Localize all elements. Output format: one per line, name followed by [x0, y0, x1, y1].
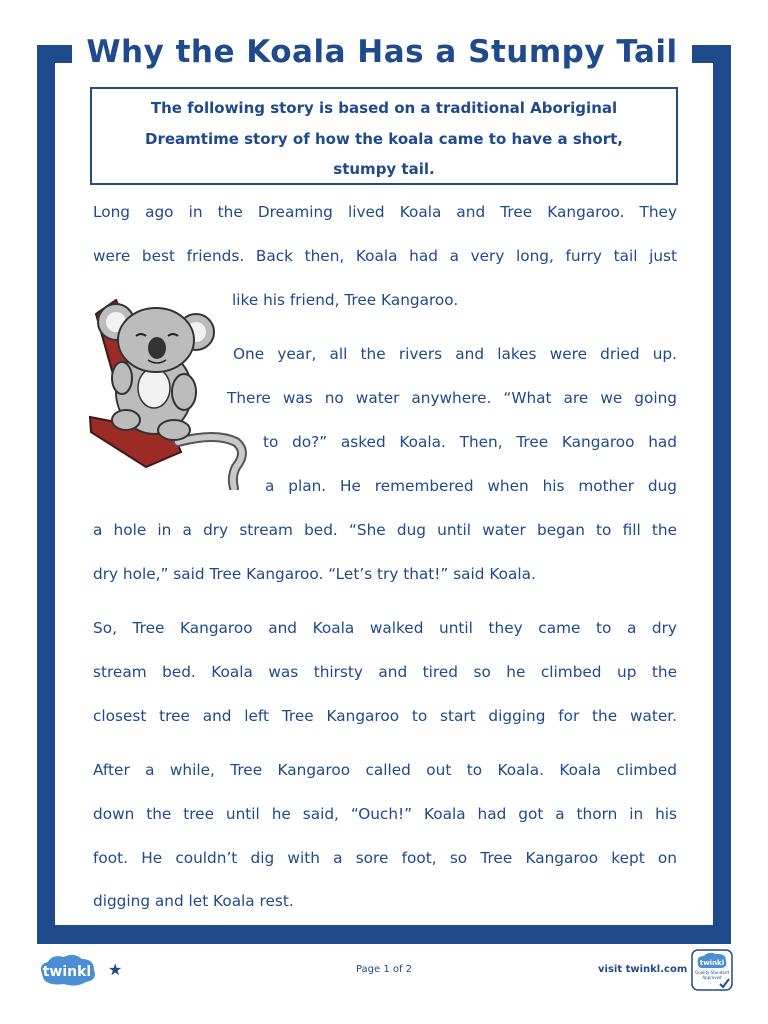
intro-line: Dreamtime story of how the koala came to have a short, [145, 129, 623, 148]
badge-subtext: Quality Standard Approved [695, 970, 729, 980]
story-line: After a while, Tree Kangaroo called out to Koala. Koala climbed [93, 761, 677, 779]
story-line: were best friends. Back then, Koala had a very long, furry tail just [93, 247, 677, 265]
footer-divider [37, 941, 731, 944]
story-line: So, Tree Kangaroo and Koala walked until they came to a dry [93, 619, 677, 637]
story-line: a plan. He remembered when his mother dug [265, 477, 677, 495]
story-line: foot. He couldn’t dig with a sore foot, so Tree Kangaroo kept on [93, 849, 677, 867]
twinkl-logo-text: twinkl [42, 964, 92, 980]
story-line: There was no water anywhere. “What are we going [227, 389, 677, 407]
story-line: stream bed. Koala was thirsty and tired so he climbed up the [93, 663, 677, 681]
story-line: dry hole,” said Tree Kangaroo. “Let’s try that!” said Koala. [93, 565, 536, 583]
story-line: down the tree until he said, “Ouch!” Koala had got a thorn in his [93, 805, 677, 823]
story-line: Long ago in the Dreaming lived Koala and Tree Kangaroo. They [93, 203, 677, 221]
quality-badge [690, 948, 734, 992]
intro-line: stumpy tail. [333, 160, 435, 178]
story-line: One year, all the rivers and lakes were dried up. [233, 345, 677, 363]
star-icon: ★ [108, 960, 123, 979]
page-number: Page 1 of 2 [355, 964, 413, 975]
badge-text: twinkl [699, 959, 725, 967]
story-line: like his friend, Tree Kangaroo. [232, 291, 459, 309]
story-line: digging and let Koala rest. [93, 892, 294, 910]
visit-link[interactable]: visit twinkl.com [598, 964, 688, 975]
intro-box [90, 87, 678, 185]
story-line: to do?” asked Koala. Then, Tree Kangaroo had [263, 433, 677, 451]
story-line: a hole in a dry stream bed. “She dug until water began to fill the [93, 521, 677, 539]
story-line: closest tree and left Tree Kangaroo to start digging for the water. [93, 707, 677, 725]
intro-line: The following story is based on a traditional Aboriginal [150, 99, 618, 117]
page-title: Why the Koala Has a Stumpy Tail [86, 34, 678, 70]
